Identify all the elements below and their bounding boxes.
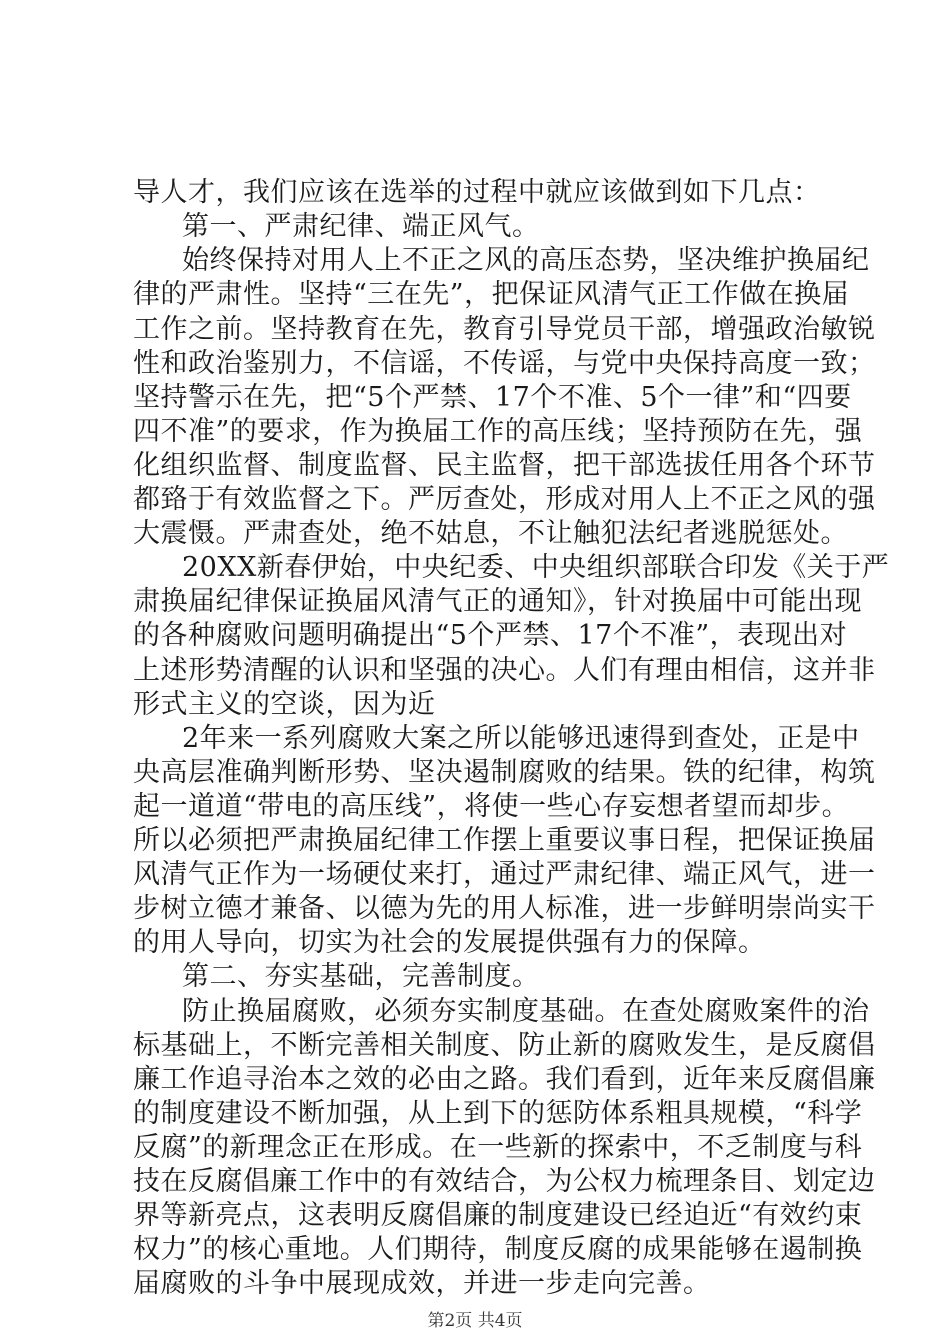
text-line: 反腐”的新理念正在形成。在一些新的探索中，不乏制度与科 (133, 1132, 863, 1163)
text-line: 20XX新春伊始，中央纪委、中央组织部联合印发《关于严 (182, 552, 890, 583)
text-line: 步树立德才兼备、以德为先的用人标准，进一步鲜明崇尚实干 (133, 893, 876, 924)
text-line: 形式主义的空谈，因为近 (133, 689, 436, 720)
text-line: 风清气正作为一场硬仗来打，通过严肃纪律、端正风气，进一 (133, 859, 876, 890)
text-line: 都臵于有效监督之下。严厉查处，形成对用人上不正之风的强 (133, 484, 876, 515)
text-line: 届腐败的斗争中展现成效，并进一步走向完善。 (133, 1268, 711, 1299)
text-line: 2年来一系列腐败大案之所以能够迅速得到查处，正是中 (182, 723, 860, 754)
text-line: 大震慑。严肃查处，绝不姑息，不让触犯法纪者逃脱惩处。 (133, 518, 848, 549)
text-line: 的用人导向，切实为社会的发展提供强有力的保障。 (133, 927, 766, 958)
text-line: 标基础上，不断完善相关制度、防止新的腐败发生，是反腐倡 (133, 1030, 876, 1061)
text-line: 的制度建设不断加强，从上到下的惩防体系粗具规模，“科学 (133, 1098, 863, 1129)
text-line: 界等新亮点，这表明反腐倡廉的制度建设已经迫近“有效约束 (133, 1200, 863, 1231)
text-line: 化组织监督、制度监督、民主监督，把干部选拔任用各个环节 (133, 450, 876, 481)
text-line: 的各种腐败问题明确提出“5个严禁、17个不准”，表现出对 (133, 620, 848, 651)
text-line: 导人才，我们应该在选举的过程中就应该做到如下几点： (133, 177, 821, 208)
text-line: 律的严肃性。坚持“三在先”，把保证风清气正工作做在换届 (133, 279, 850, 310)
text-line: 坚持警示在先，把“5个严禁、17个不准、5个一律”和“四要 (133, 382, 852, 413)
text-line: 上述形势清醒的认识和坚强的决心。人们有理由相信，这并非 (133, 655, 876, 686)
text-line: 四不准”的要求，作为换届工作的高压线；坚持预防在先，强 (133, 416, 863, 447)
text-line: 廉工作追寻治本之效的必由之路。我们看到，近年来反腐倡廉 (133, 1064, 876, 1095)
text-line: 工作之前。坚持教育在先，教育引导党员干部，增强政治敏锐 (133, 314, 876, 345)
text-line: 所以必须把严肃换届纪律工作摆上重要议事日程，把保证换届 (133, 825, 876, 856)
page-number-footer: 第2页 共4页 (427, 1311, 523, 1331)
text-line: 权力”的核心重地。人们期待，制度反腐的成果能够在遏制换 (133, 1234, 863, 1265)
text-line: 始终保持对用人上不正之风的高压态势，坚决维护换届纪 (182, 245, 870, 276)
text-line: 起一道道“带电的高压线”，将使一些心存妄想者望而却步。 (133, 791, 850, 822)
section-heading: 第二、夯实基础，完善制度。 (182, 961, 540, 992)
text-line: 技在反腐倡廉工作中的有效结合，为公权力梳理条目、划定边 (133, 1166, 876, 1197)
text-line: 肃换届纪律保证换届风清气正的通知》，针对换届中可能出现 (133, 586, 862, 617)
section-heading: 第一、严肃纪律、端正风气。 (182, 211, 540, 242)
text-line: 央高层准确判断形势、坚决遏制腐败的结果。铁的纪律，构筑 (133, 757, 876, 788)
text-line: 性和政治鉴别力，不信谣，不传谣，与党中央保持高度一致； (133, 348, 876, 379)
text-line: 防止换届腐败，必须夯实制度基础。在查处腐败案件的治 (182, 996, 870, 1027)
